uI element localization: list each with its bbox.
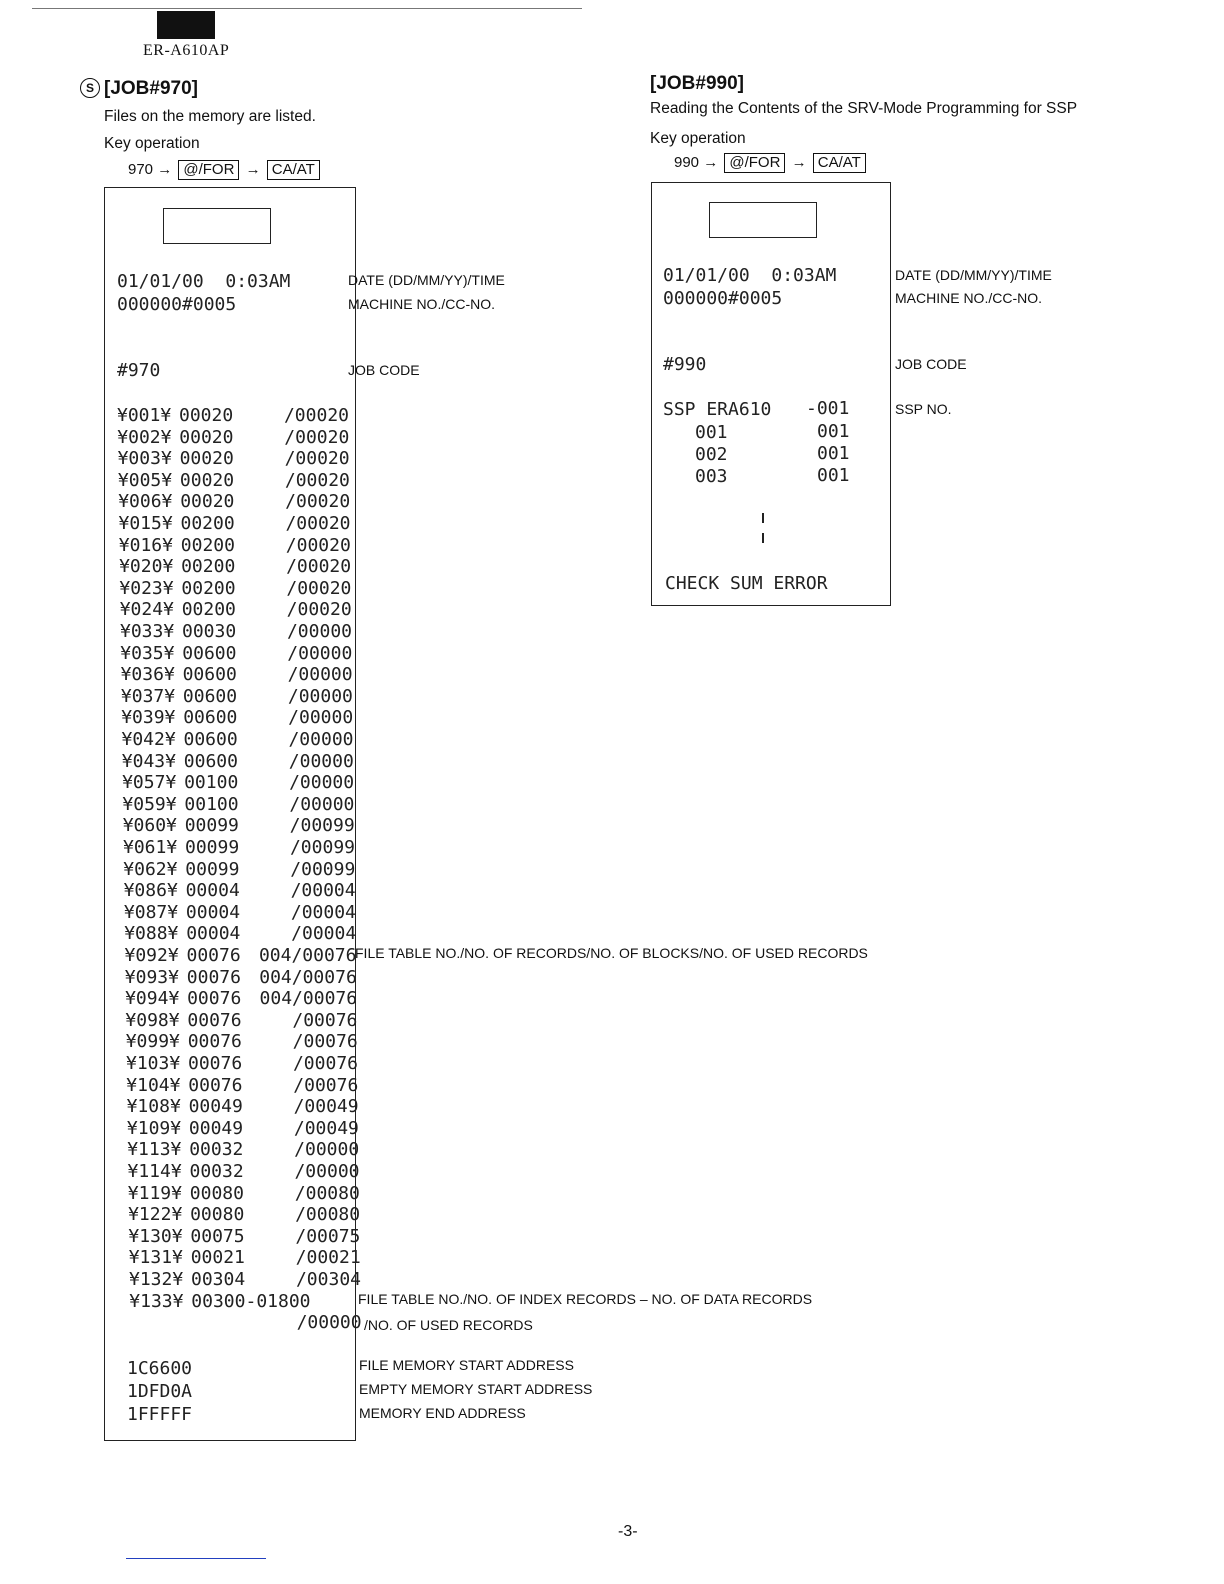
file-table-no: ¥024¥ [119,599,174,621]
label-job-code: JOB CODE [348,362,420,378]
file-table-row [123,837,359,859]
address-empty-start: 1DFD0A [127,1381,193,1402]
file-table-row [118,448,354,470]
label-index-records: FILE TABLE NO./NO. OF INDEX RECORDS – NO. OF DATA RECORDS [358,1291,813,1307]
record-count: 00200 [181,599,236,621]
ssp-number: -001 [806,398,850,419]
file-table-row [121,686,357,708]
file-table-row [117,405,353,427]
used-records: /00049 [293,1117,359,1139]
file-table-row [118,470,354,492]
receipt-machine-no: 000000#0005 [663,288,783,309]
file-table-row [118,491,354,513]
job970-keyop-label: Key operation [104,135,200,152]
file-table-no: ¥035¥ [120,642,175,664]
receipt-logo-box [709,202,817,238]
file-table-row [122,772,358,794]
used-records: /00076 [293,1074,359,1096]
used-records: /00099 [289,837,355,858]
used-records: 004/00076 [259,988,358,1010]
used-records: /00020 [284,469,350,491]
record-count: 00600 [182,642,237,664]
record-count: 00600 [183,750,238,772]
label-used-records: /NO. OF USED RECORDS [364,1317,533,1333]
used-records: /00000 [288,707,354,729]
record-count: 00032 [189,1161,244,1182]
ca-at-key: CA/AT [813,153,866,173]
job990-receipt [651,182,891,606]
used-records: /00020 [286,556,352,578]
record-count: 00020 [180,491,235,513]
file-table-row [127,1139,363,1161]
file-table-no: ¥057¥ [122,772,177,794]
record-count: 00200 [180,534,235,556]
arrow-icon: → [245,161,261,178]
record-count: 00099 [185,837,240,858]
page-number: -3- [618,1523,638,1540]
for-key: @/FOR [178,160,239,180]
ssp-row-key: 001 [695,422,728,443]
file-table-no: ¥131¥ [128,1247,183,1269]
file-table-row [128,1226,364,1248]
used-records: /00076 [292,1031,358,1053]
label-file-memory-start: FILE MEMORY START ADDRESS [359,1357,574,1373]
job-code-entry: 990 [674,154,700,171]
file-table-no: ¥119¥ [127,1182,182,1204]
for-key: @/FOR [724,153,785,173]
used-records: /00000 [287,642,353,664]
label-ssp-no: SSP NO. [895,401,952,417]
used-records: /00020 [285,513,351,534]
arrow-icon: → [157,161,173,178]
file-table-row [125,988,361,1010]
file-table-row [125,945,361,967]
file-table-row [122,751,358,773]
record-count: 00004 [185,901,241,923]
record-count: 00100 [184,772,239,794]
record-count: 00049 [188,1117,244,1139]
record-count: 00600 [183,729,238,750]
record-count: 00076 [186,966,241,988]
continuation-mark [762,533,764,543]
used-records: /00000 [294,1161,360,1182]
ssp-name: SSP ERA610 [663,399,772,420]
file-table-no: ¥092¥ [124,945,179,966]
record-count: 00020 [179,469,235,491]
file-table-row [119,535,355,557]
job970-key-sequence [128,160,322,180]
used-records: /00080 [295,1204,361,1226]
used-records: 004/00076 [259,966,357,988]
record-count: 00075 [190,1225,245,1247]
record-count: 00600 [182,685,238,707]
job-code-entry: 970 [128,161,154,178]
record-count: 00076 [187,988,242,1010]
file-table-no: ¥114¥ [127,1161,182,1182]
used-records: /00000 [287,664,353,686]
used-records: /00000 [287,685,353,707]
record-count: 00076 [186,945,241,966]
record-count: 00004 [186,923,241,945]
used-records: /00049 [293,1096,359,1118]
file-table-no: ¥033¥ [120,621,175,642]
checksum-error: CHECK SUM ERROR [665,573,828,594]
file-table-no: ¥104¥ [126,1074,181,1096]
file-table-no: ¥043¥ [121,750,176,772]
file-table-no: ¥098¥ [125,1009,180,1031]
file-table-no: ¥099¥ [125,1031,180,1053]
record-count: 00300-01800 [191,1290,311,1312]
file-table-row [126,1053,362,1075]
record-count: 00020 [179,405,234,426]
file-table-row [121,707,357,729]
arrow-icon: → [703,154,719,171]
record-count: 00080 [189,1182,244,1204]
file-table-no: ¥094¥ [125,988,180,1010]
file-table-no: ¥108¥ [126,1096,181,1118]
record-count: 00600 [182,664,237,686]
file-table-row [119,513,355,535]
record-count: 00100 [184,793,239,815]
receipt-machine-no: 000000#0005 [117,294,237,315]
file-table-no: ¥005¥ [117,469,173,491]
used-records: /00304 [295,1269,361,1290]
used-records: /00020 [284,426,350,448]
file-table-row [129,1269,365,1291]
file-table-no: ¥001¥ [117,405,172,426]
receipt-logo-box [163,208,271,244]
section-s-badge: S [80,78,100,98]
continuation-mark [762,513,764,523]
used-records: /00020 [285,534,351,556]
record-count: 00099 [184,815,239,837]
file-table-row [127,1096,363,1118]
used-records: /00020 [286,599,352,621]
used-records: /00000 [296,1312,362,1334]
record-count: 00304 [191,1269,246,1290]
receipt-job-code: #990 [663,354,707,375]
label-memory-end: MEMORY END ADDRESS [359,1405,526,1421]
receipt-datetime: 01/01/00 0:03AM [663,265,837,286]
file-table-row [128,1204,364,1226]
ssp-row-key: 003 [695,466,728,487]
file-table-row [119,578,355,600]
label-datetime: DATE (DD/MM/YY)/TIME [348,272,505,288]
used-records: /00020 [283,405,349,426]
used-records: /00021 [295,1247,361,1269]
file-table-row [120,643,356,665]
record-count: 00600 [183,707,238,729]
file-table-no: ¥003¥ [117,448,172,470]
file-table-no: ¥037¥ [120,685,176,707]
label-empty-memory-start: EMPTY MEMORY START ADDRESS [359,1381,593,1397]
file-table-no: ¥133¥ [129,1290,184,1312]
job990-key-sequence [674,153,868,173]
file-table-no: ¥061¥ [123,837,178,858]
file-table-row [121,664,357,686]
used-records: /00004 [290,880,356,902]
file-table-no: ¥020¥ [119,556,174,578]
file-table-no: ¥132¥ [129,1269,184,1290]
file-table-no: ¥042¥ [121,729,176,750]
file-table-no: ¥093¥ [124,966,179,988]
file-table-row [129,1291,365,1313]
used-records: /00076 [292,1009,358,1031]
record-count: 00004 [185,880,240,902]
file-table-no: ¥002¥ [117,426,172,448]
used-records: /00020 [285,491,351,513]
file-table-no: ¥113¥ [127,1139,182,1161]
record-count: 00200 [180,513,235,534]
file-table-row [122,794,358,816]
file-table-no: ¥036¥ [120,664,175,686]
file-table-no: ¥059¥ [122,793,177,815]
file-table-no: ¥130¥ [128,1225,183,1247]
file-table-row [120,621,356,643]
file-table-row [130,1312,366,1334]
file-table-no: ¥006¥ [118,491,173,513]
arrow-icon: → [791,154,807,171]
file-table-no: ¥087¥ [123,901,179,923]
record-count: 00049 [188,1096,243,1118]
record-count: 00200 [181,556,236,578]
job990-title: [JOB#990] [650,73,744,94]
record-count: 00020 [179,426,234,448]
file-table-row [119,556,355,578]
record-count: 00021 [190,1247,245,1269]
used-records: /00080 [294,1182,360,1204]
record-count: 00020 [179,448,234,470]
label-datetime: DATE (DD/MM/YY)/TIME [895,267,1052,283]
job970-heading [80,78,198,100]
used-records: /00000 [286,621,352,642]
ssp-row-value: 001 [817,443,850,464]
record-count: 00032 [189,1139,244,1161]
file-table-row [127,1118,363,1140]
used-records: /00004 [290,901,356,923]
file-table-row [126,1075,362,1097]
file-table-row [124,880,360,902]
file-table-row [125,967,361,989]
file-table-no: ¥088¥ [124,923,179,945]
file-table-no: ¥062¥ [123,858,178,880]
receipt-datetime: 01/01/00 0:03AM [117,271,291,292]
file-table-no: ¥103¥ [126,1053,181,1074]
bottom-rule [126,1558,266,1559]
record-count: 00076 [187,1031,242,1053]
address-memory-end: 1FFFFF [127,1404,193,1425]
file-table-row [129,1247,365,1269]
file-table-no: ¥060¥ [122,815,177,837]
used-records: /00000 [289,793,355,815]
file-table-no: ¥039¥ [121,707,176,729]
ssp-row-value: 001 [817,465,850,486]
label-machine-no: MACHINE NO./CC-NO. [348,296,495,312]
file-table-no: ¥016¥ [118,534,173,556]
record-count: 00099 [185,858,240,880]
used-records: /00020 [284,448,350,470]
file-table-no: ¥086¥ [123,880,178,902]
used-records: /00020 [286,577,352,599]
used-records: /00000 [294,1139,360,1161]
file-table-no: ¥015¥ [118,513,173,534]
address-file-start: 1C6600 [127,1358,193,1379]
file-table-row [123,859,359,881]
used-records: /00000 [288,750,354,772]
file-table-row [128,1161,364,1183]
record-count: 00076 [187,1009,242,1031]
ssp-row-value: 001 [817,421,850,442]
ssp-row-key: 002 [695,444,728,465]
job970-description: Files on the memory are listed. [104,108,316,125]
job970-receipt [104,187,362,1441]
file-table-row [128,1183,364,1205]
model-number: ER-A610AP [143,42,230,59]
file-table-no: ¥023¥ [119,577,174,599]
file-table-row [123,815,359,837]
file-table-row [124,902,360,924]
used-records: 004/00076 [258,945,357,966]
used-records: /00099 [289,815,355,837]
file-table-row [120,599,356,621]
used-records: /00004 [291,923,357,945]
record-count: 00076 [188,1053,243,1074]
job990-description: Reading the Contents of the SRV-Mode Programming for SSP [650,100,1078,117]
ca-at-key: CA/AT [267,160,320,180]
label-job-code: JOB CODE [895,356,967,372]
used-records: /00075 [295,1225,361,1247]
top-rule [32,8,582,9]
used-records: /00000 [288,729,354,750]
file-table-row [124,923,360,945]
file-table-row [125,1010,361,1032]
receipt-job-code: #970 [117,360,161,381]
file-table-no: ¥109¥ [126,1117,182,1139]
label-file-table: FILE TABLE NO./NO. OF RECORDS/NO. OF BLOCKS/NO. OF USED RECORDS [355,945,868,961]
record-count: 00076 [188,1074,243,1096]
file-table-no: ¥122¥ [128,1204,183,1226]
job970-title: [JOB#970] [104,78,198,99]
used-records: /00000 [289,772,355,794]
header-black-box [157,11,215,39]
record-count: 00030 [182,621,237,642]
file-table-row [126,1031,362,1053]
record-count: 00200 [181,577,236,599]
job990-keyop-label: Key operation [650,130,746,147]
used-records: /00099 [290,858,356,880]
used-records: /00076 [292,1053,358,1074]
file-table-row [122,729,358,751]
record-count: 00080 [190,1204,245,1226]
file-table-row [117,427,353,449]
label-machine-no: MACHINE NO./CC-NO. [895,290,1042,306]
